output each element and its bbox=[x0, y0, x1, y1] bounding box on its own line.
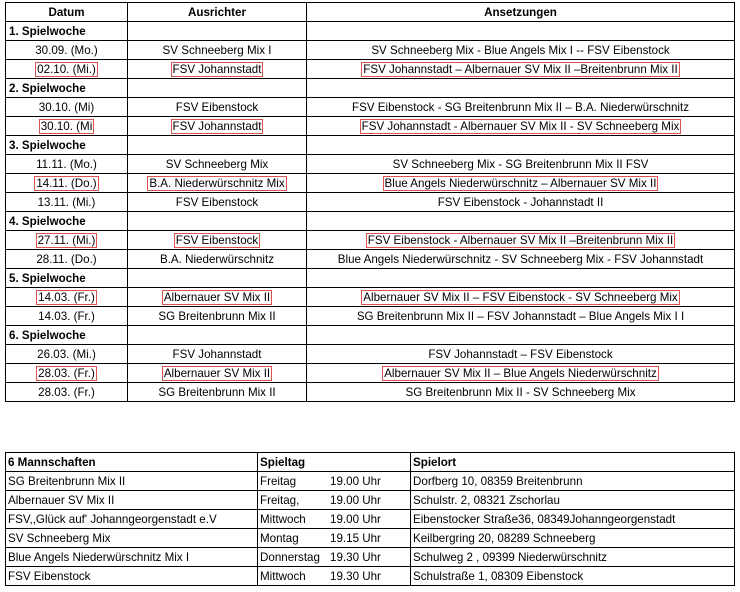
game-host: FSV Eibenstock bbox=[175, 100, 259, 114]
team-matchday-cell bbox=[258, 510, 411, 529]
game-fixture: FSV Eibenstock - Johannstadt II bbox=[437, 195, 604, 209]
team-time: 19.00 Uhr bbox=[330, 474, 381, 488]
game-date-cell bbox=[6, 117, 128, 136]
empty-cell bbox=[128, 326, 307, 345]
team-row bbox=[6, 548, 735, 567]
schedule-header-cell bbox=[307, 3, 735, 22]
game-date-cell bbox=[6, 41, 128, 60]
schedule-header: Ansetzungen bbox=[484, 5, 557, 19]
team-place: Dorfberg 10, 08359 Breitenbrunn bbox=[413, 474, 583, 488]
game-host-cell bbox=[128, 250, 307, 269]
week-label-cell bbox=[6, 212, 128, 231]
game-date-cell bbox=[6, 288, 128, 307]
game-host-cell bbox=[128, 155, 307, 174]
game-fixture-cell bbox=[307, 60, 735, 79]
team-place: Eibenstocker Straße36, 08349Johanngeorgenstadt bbox=[413, 512, 676, 526]
teams-table bbox=[5, 452, 735, 586]
game-row bbox=[6, 288, 735, 307]
empty-cell bbox=[307, 326, 735, 345]
game-fixture-cell bbox=[307, 288, 735, 307]
game-date: 30.10. (Mi) bbox=[38, 100, 95, 114]
team-matchday-cell bbox=[258, 472, 411, 491]
game-row bbox=[6, 174, 735, 193]
game-host-cell bbox=[128, 288, 307, 307]
game-fixture-cell bbox=[307, 231, 735, 250]
game-host: SG Breitenbrunn Mix II bbox=[158, 309, 276, 323]
team-name: FSV,,Glück auf' Johanngeorgenstadt e.V bbox=[8, 512, 217, 526]
empty-cell bbox=[307, 79, 735, 98]
game-fixture-cell bbox=[307, 307, 735, 326]
team-row bbox=[6, 472, 735, 491]
team-day: Mittwoch bbox=[260, 512, 306, 526]
week-label: 3. Spielwoche bbox=[9, 138, 86, 152]
week-label-cell bbox=[6, 22, 128, 41]
team-name: Blue Angels Niederwürschnitz Mix I bbox=[8, 550, 190, 564]
week-label-cell bbox=[6, 79, 128, 98]
teams-header-cell bbox=[6, 453, 258, 472]
game-fixture-cell bbox=[307, 155, 735, 174]
empty-cell bbox=[307, 22, 735, 41]
game-date-cell bbox=[6, 250, 128, 269]
schedule-header-cell bbox=[128, 3, 307, 22]
game-host-cell bbox=[128, 193, 307, 212]
game-fixture-cell bbox=[307, 250, 735, 269]
game-date-cell bbox=[6, 345, 128, 364]
week-label: 2. Spielwoche bbox=[9, 81, 86, 95]
week-row bbox=[6, 79, 735, 98]
team-place: Schulstraße 1, 08309 Eibenstock bbox=[413, 569, 584, 583]
game-host: Albernauer SV Mix II bbox=[163, 366, 271, 380]
team-matchday-cell bbox=[258, 548, 411, 567]
game-fixture: FSV Johannstadt – Albernauer SV Mix II –Breitenbrunn Mix II bbox=[363, 62, 678, 76]
game-host-cell bbox=[128, 117, 307, 136]
game-host: FSV Johannstadt bbox=[172, 62, 262, 76]
team-time: 19.30 Uhr bbox=[330, 550, 381, 564]
game-fixture-cell bbox=[307, 174, 735, 193]
game-host: FSV Eibenstock bbox=[175, 233, 259, 247]
game-host: FSV Johannstadt bbox=[172, 347, 262, 361]
team-name: FSV Eibenstock bbox=[8, 569, 91, 583]
game-host: FSV Johannstadt bbox=[172, 119, 262, 133]
game-host: SV Schneeberg Mix I bbox=[162, 43, 272, 57]
game-fixture: FSV Johannstadt - Albernauer SV Mix II - SV Schneeberg Mix bbox=[361, 119, 680, 133]
game-fixture-cell bbox=[307, 364, 735, 383]
team-place: Schulweg 2 , 09399 Niederwürschnitz bbox=[413, 550, 607, 564]
team-row bbox=[6, 529, 735, 548]
schedule-table bbox=[5, 2, 735, 402]
game-date: 28.03. (Fr.) bbox=[38, 366, 95, 380]
game-row bbox=[6, 250, 735, 269]
team-row bbox=[6, 567, 735, 586]
game-date: 30.09. (Mo.) bbox=[35, 43, 98, 57]
team-day: Donnerstag bbox=[260, 550, 320, 564]
game-row bbox=[6, 60, 735, 79]
game-fixture: SV Schneeberg Mix - Blue Angels Mix I -- FSV Eibenstock bbox=[371, 43, 670, 57]
empty-cell bbox=[128, 136, 307, 155]
game-date-cell bbox=[6, 364, 128, 383]
team-name-cell bbox=[6, 548, 258, 567]
teams-header-cell bbox=[258, 453, 411, 472]
week-label: 5. Spielwoche bbox=[9, 271, 86, 285]
game-fixture-cell bbox=[307, 193, 735, 212]
team-day: Montag bbox=[260, 531, 299, 545]
team-day: Freitag, bbox=[260, 493, 300, 507]
game-fixture: Albernauer SV Mix II – Blue Angels Niederwürschnitz bbox=[384, 366, 657, 380]
game-host: SG Breitenbrunn Mix II bbox=[158, 385, 276, 399]
team-name: SV Schneeberg Mix bbox=[8, 531, 111, 545]
game-date: 11.11. (Mo.) bbox=[36, 157, 97, 171]
team-time: 19.15 Uhr bbox=[330, 531, 381, 545]
game-row bbox=[6, 345, 735, 364]
game-row bbox=[6, 98, 735, 117]
game-fixture: FSV Eibenstock - SG Breitenbrunn Mix II – B.A. Niederwürschnitz bbox=[352, 100, 689, 114]
week-label-cell bbox=[6, 136, 128, 155]
game-date: 14.11. (Do.) bbox=[36, 176, 97, 190]
game-fixture-cell bbox=[307, 383, 735, 402]
schedule-header: Datum bbox=[48, 5, 85, 19]
team-place-cell bbox=[411, 548, 735, 567]
empty-cell bbox=[307, 269, 735, 288]
game-date-cell bbox=[6, 60, 128, 79]
team-day: Mittwoch bbox=[260, 569, 306, 583]
game-row bbox=[6, 231, 735, 250]
team-matchday-cell bbox=[258, 491, 411, 510]
game-host-cell bbox=[128, 364, 307, 383]
game-host-cell bbox=[128, 231, 307, 250]
game-fixture-cell bbox=[307, 41, 735, 60]
teams-header-row bbox=[6, 453, 735, 472]
team-place-cell bbox=[411, 510, 735, 529]
game-host: SV Schneeberg Mix bbox=[165, 157, 269, 171]
team-place-cell bbox=[411, 472, 735, 491]
game-fixture: Albernauer SV Mix II – FSV Eibenstock - SV Schneeberg Mix bbox=[363, 290, 678, 304]
game-date: 28.11. (Do.) bbox=[36, 252, 97, 266]
game-fixture: SG Breitenbrunn Mix II - SV Schneeberg Mix bbox=[405, 385, 636, 399]
team-day: Freitag bbox=[260, 474, 297, 488]
game-host: B.A. Niederwürschnitz bbox=[159, 252, 275, 266]
week-label: 6. Spielwoche bbox=[9, 328, 86, 342]
week-label-cell bbox=[6, 269, 128, 288]
game-row bbox=[6, 364, 735, 383]
team-name-cell bbox=[6, 491, 258, 510]
week-label: 1. Spielwoche bbox=[9, 24, 86, 38]
week-row bbox=[6, 269, 735, 288]
game-host-cell bbox=[128, 98, 307, 117]
game-date-cell bbox=[6, 98, 128, 117]
game-fixture: Blue Angels Niederwürschnitz - SV Schneeberg Mix - FSV Johannstadt bbox=[337, 252, 704, 266]
empty-cell bbox=[307, 136, 735, 155]
week-label-cell bbox=[6, 326, 128, 345]
game-date: 30.10. (Mi bbox=[40, 119, 93, 133]
game-date: 28.03. (Fr.) bbox=[38, 385, 95, 399]
team-place: Keilbergring 20, 08289 Schneeberg bbox=[413, 531, 596, 545]
empty-cell bbox=[128, 212, 307, 231]
team-matchday-cell bbox=[258, 567, 411, 586]
game-fixture: FSV Johannstadt – FSV Eibenstock bbox=[428, 347, 613, 361]
team-place: Schulstr. 2, 08321 Zschorlau bbox=[413, 493, 560, 507]
week-row bbox=[6, 326, 735, 345]
game-fixture-cell bbox=[307, 117, 735, 136]
team-name-cell bbox=[6, 529, 258, 548]
game-date-cell bbox=[6, 231, 128, 250]
game-host-cell bbox=[128, 383, 307, 402]
teams-header: Spieltag bbox=[260, 455, 306, 469]
teams-header: Spielort bbox=[413, 455, 457, 469]
game-fixture: Blue Angels Niederwürschnitz – Albernauer SV Mix II bbox=[384, 176, 657, 190]
week-label: 4. Spielwoche bbox=[9, 214, 86, 228]
team-matchday-cell bbox=[258, 529, 411, 548]
game-date-cell bbox=[6, 174, 128, 193]
team-place-cell bbox=[411, 567, 735, 586]
schedule-header-cell bbox=[6, 3, 128, 22]
week-row bbox=[6, 136, 735, 155]
team-time: 19.30 Uhr bbox=[330, 569, 381, 583]
game-date-cell bbox=[6, 155, 128, 174]
team-row bbox=[6, 491, 735, 510]
game-fixture-cell bbox=[307, 98, 735, 117]
team-name: SG Breitenbrunn Mix II bbox=[8, 474, 126, 488]
game-date: 14.03. (Fr.) bbox=[38, 290, 95, 304]
team-name-cell bbox=[6, 472, 258, 491]
game-date-cell bbox=[6, 193, 128, 212]
team-time: 19.00 Uhr bbox=[330, 512, 381, 526]
empty-cell bbox=[307, 212, 735, 231]
empty-cell bbox=[128, 269, 307, 288]
week-row bbox=[6, 212, 735, 231]
team-name: Albernauer SV Mix II bbox=[8, 493, 115, 507]
team-time: 19.00 Uhr bbox=[330, 493, 381, 507]
game-host-cell bbox=[128, 345, 307, 364]
game-row bbox=[6, 41, 735, 60]
game-date: 14.03. (Fr.) bbox=[38, 309, 95, 323]
schedule-header: Ausrichter bbox=[188, 5, 246, 19]
game-host: Albernauer SV Mix II bbox=[163, 290, 271, 304]
game-host: FSV Eibenstock bbox=[175, 195, 259, 209]
game-host-cell bbox=[128, 174, 307, 193]
game-host-cell bbox=[128, 307, 307, 326]
game-host-cell bbox=[128, 60, 307, 79]
game-date: 27.11. (Mi.) bbox=[37, 233, 96, 247]
team-place-cell bbox=[411, 491, 735, 510]
schedule-header-row bbox=[6, 3, 735, 22]
team-place-cell bbox=[411, 529, 735, 548]
game-fixture-cell bbox=[307, 345, 735, 364]
empty-cell bbox=[128, 22, 307, 41]
game-fixture: SG Breitenbrunn Mix II – FSV Johannstadt – Blue Angels Mix I I bbox=[356, 309, 685, 323]
game-row bbox=[6, 383, 735, 402]
game-fixture: FSV Eibenstock - Albernauer SV Mix II –Breitenbrunn Mix II bbox=[367, 233, 674, 247]
game-host: B.A. Niederwürschnitz Mix bbox=[149, 176, 285, 190]
game-date: 02.10. (Mi.) bbox=[37, 62, 96, 76]
game-row bbox=[6, 155, 735, 174]
game-date-cell bbox=[6, 383, 128, 402]
game-row bbox=[6, 307, 735, 326]
team-row bbox=[6, 510, 735, 529]
game-date: 26.03. (Mi.) bbox=[37, 347, 96, 361]
game-row bbox=[6, 193, 735, 212]
game-fixture: SV Schneeberg Mix - SG Breitenbrunn Mix II FSV bbox=[392, 157, 649, 171]
empty-cell bbox=[128, 79, 307, 98]
game-date-cell bbox=[6, 307, 128, 326]
game-row bbox=[6, 117, 735, 136]
game-host-cell bbox=[128, 41, 307, 60]
team-name-cell bbox=[6, 510, 258, 529]
teams-header: 6 Mannschaften bbox=[8, 455, 96, 469]
team-name-cell bbox=[6, 567, 258, 586]
week-row bbox=[6, 22, 735, 41]
teams-header-cell bbox=[411, 453, 735, 472]
game-date: 13.11. (Mi.) bbox=[37, 195, 96, 209]
